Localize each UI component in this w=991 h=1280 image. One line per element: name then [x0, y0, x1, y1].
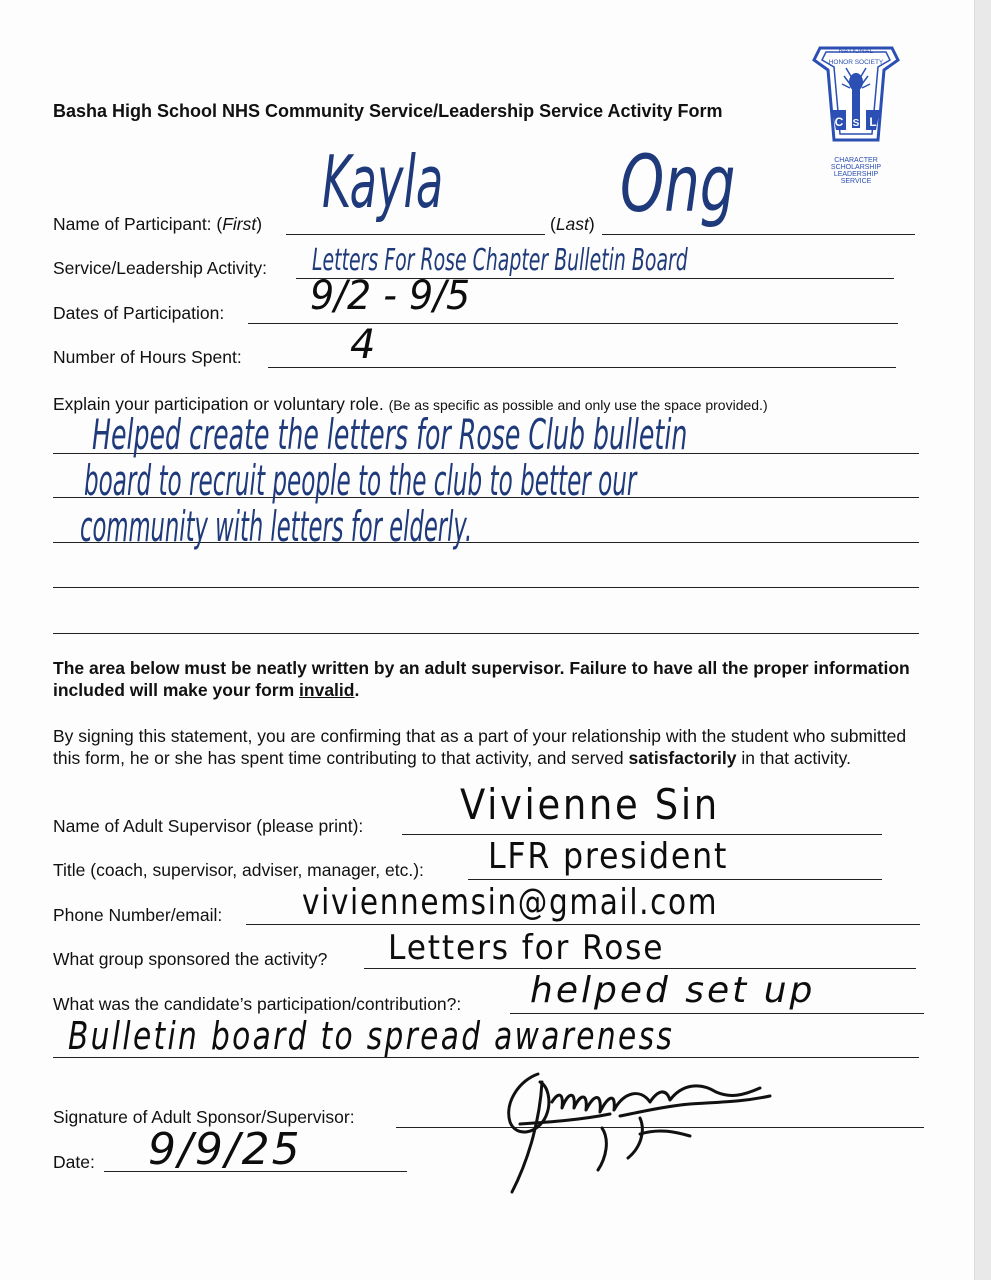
supervisor-signature[interactable]	[490, 1062, 800, 1202]
date-value[interactable]: 9/9/25	[148, 1124, 302, 1175]
last-name-line	[602, 234, 915, 235]
logo-top-text-1: NATIONAL	[838, 48, 874, 55]
logo-tagline-1: CHARACTER	[834, 157, 878, 164]
explain-text-1[interactable]: Helped create the letters for Rose Club bulletin	[92, 410, 688, 459]
supervisor-title-line	[468, 879, 882, 880]
participant-name-label: Name of Participant: (First)	[53, 214, 263, 234]
contribution-value-2[interactable]: Bulletin board to spread awareness	[68, 1014, 675, 1058]
dates-line	[248, 323, 898, 324]
last-name-label: (Last)	[550, 214, 595, 234]
supervisor-name-label: Name of Adult Supervisor (please print):	[53, 816, 364, 836]
signature-label: Signature of Adult Sponsor/Supervisor:	[53, 1107, 355, 1127]
logo-pillar-s: S	[852, 118, 860, 129]
logo-top-text-2: HONOR SOCIETY	[828, 59, 884, 66]
dates-label: Dates of Participation:	[53, 303, 225, 323]
supervisor-contact-value[interactable]: viviennemsin@gmail.com	[302, 882, 719, 923]
supervisor-name-line	[402, 834, 882, 835]
activity-label: Service/Leadership Activity:	[53, 258, 267, 278]
contribution-label: What was the candidate’s participation/contribution?:	[53, 994, 462, 1014]
page-edge	[974, 0, 991, 1280]
logo-pillar-c: C	[834, 115, 844, 129]
supervisor-title-label: Title (coach, supervisor, adviser, manager, etc.):	[53, 860, 424, 880]
explain-line-4	[53, 587, 919, 588]
activity-value[interactable]: Letters For Rose Chapter Bulletin Board	[312, 243, 688, 278]
confirmation-statement: By signing this statement, you are confirming that as a part of your relationship with the student who submitted this form, he or she has spent time contributing to that activity, and served satisfactorily in that activity.	[53, 726, 907, 768]
sponsor-group-label: What group sponsored the activity?	[53, 949, 328, 969]
logo-pillar-l: L	[869, 115, 877, 129]
nhs-logo	[806, 40, 906, 190]
supervisor-contact-label: Phone Number/email:	[53, 905, 223, 925]
logo-tagline-4: SERVICE	[840, 178, 872, 185]
logo-tagline-2: SCHOLARSHIP	[830, 164, 882, 171]
first-name-value[interactable]: Kayla	[322, 140, 444, 224]
supervisor-name-value[interactable]: Vivienne Sin	[460, 780, 720, 829]
logo-tagline-3: LEADERSHIP	[833, 171, 879, 178]
supervisor-contact-line	[246, 924, 920, 925]
first-name-line	[286, 234, 545, 235]
explain-line-5	[53, 633, 919, 634]
supervisor-title-value[interactable]: LFR president	[488, 836, 729, 877]
explain-text-3[interactable]: community with letters for elderly.	[80, 502, 473, 551]
hours-value[interactable]: 4	[350, 322, 376, 368]
explain-label: Explain your participation or voluntary role. (Be as specific as possible and only use the space provided.)	[53, 394, 768, 414]
sponsor-group-value[interactable]: Letters for Rose	[388, 928, 665, 968]
contribution-value-1[interactable]: helped set up	[530, 970, 816, 1011]
hours-label: Number of Hours Spent:	[53, 347, 242, 367]
form-title: Basha High School NHS Community Service/Leadership Service Activity Form	[53, 101, 723, 121]
last-name-value[interactable]: Ong	[620, 140, 736, 230]
explain-text-2[interactable]: board to recruit people to the club to better our	[84, 456, 637, 505]
sponsor-group-line	[364, 968, 916, 969]
date-label: Date:	[53, 1152, 95, 1172]
dates-value[interactable]: 9/2 - 9/5	[310, 273, 471, 319]
supervisor-notice: The area below must be neatly written by an adult supervisor. Failure to have all the proper information included will make your form invalid.	[53, 658, 910, 700]
